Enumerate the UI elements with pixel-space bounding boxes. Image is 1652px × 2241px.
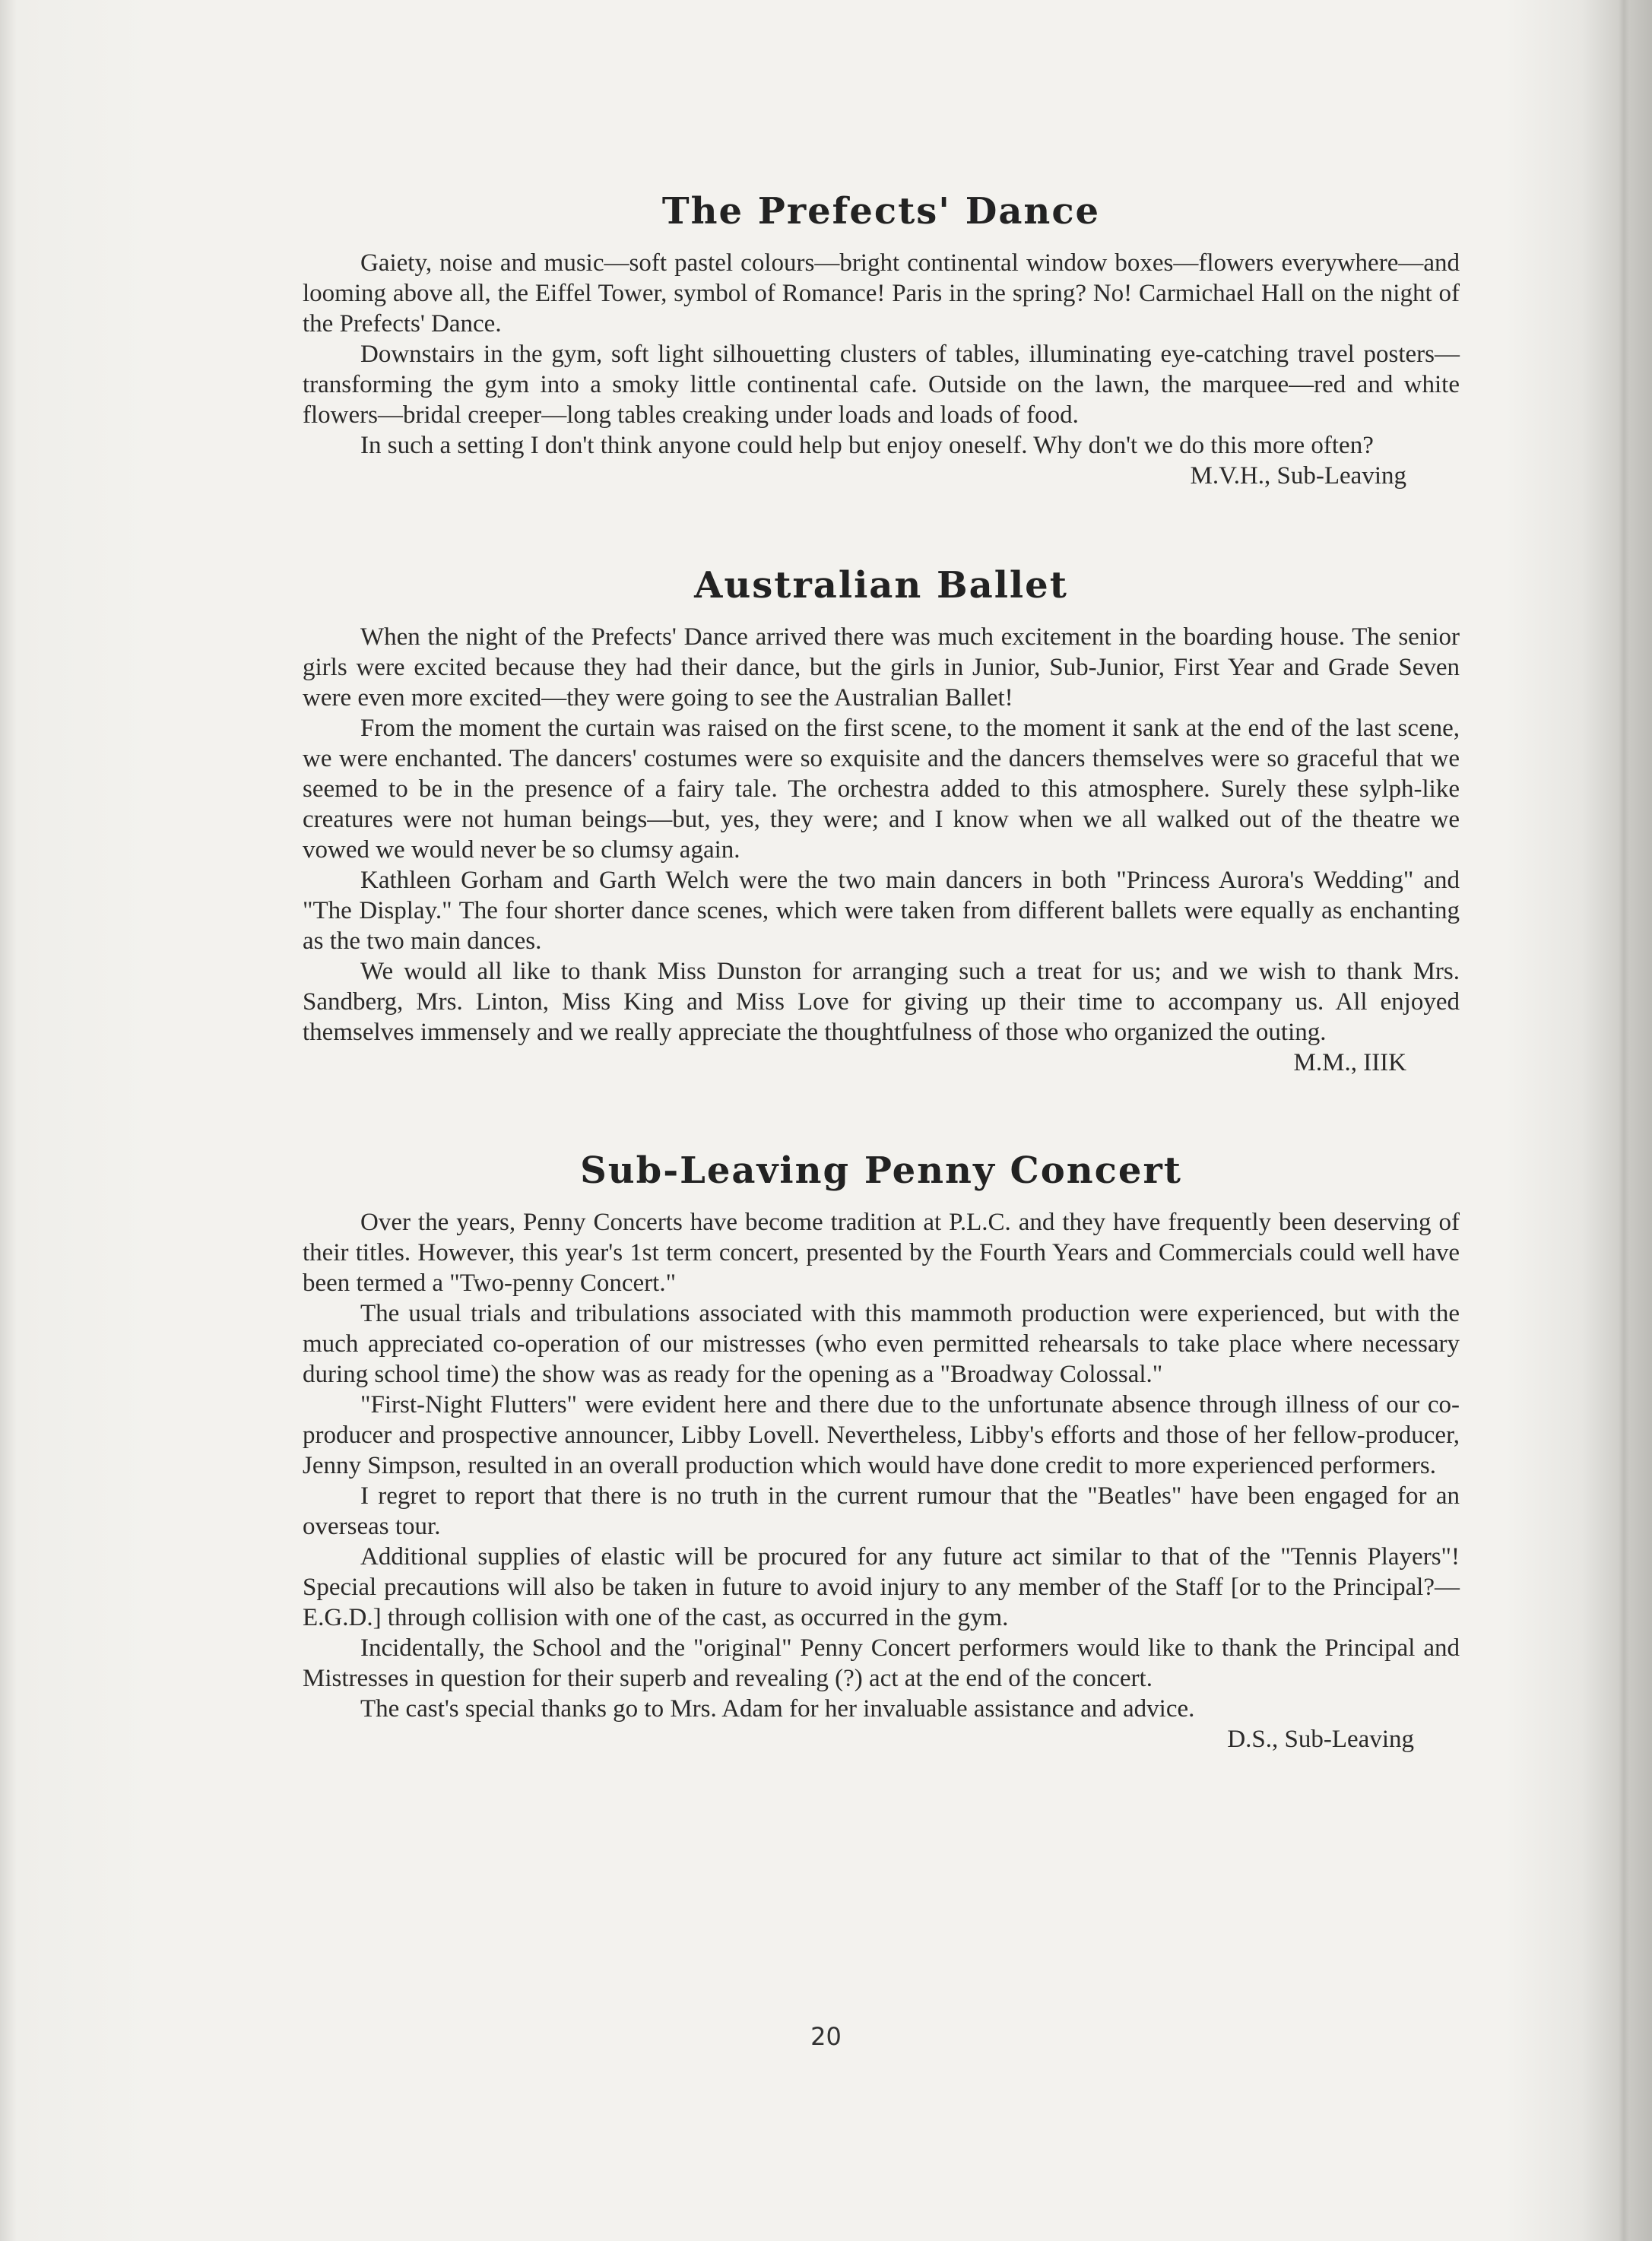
- article-paragraph: Kathleen Gorham and Garth Welch were the two main dancers in both "Princess Aurora's Wedding" and "The Display." The four shorter dance scenes, which were taken from different ballets were equally as enchanting as the two main dances.: [303, 867, 1460, 955]
- article-penny-concert: [303, 1149, 1460, 1754]
- article-signature: D.S., Sub-Leaving: [1227, 1726, 1414, 1753]
- page-fold-shadow: [1619, 0, 1629, 2241]
- article-paragraph: When the night of the Prefects' Dance arrived there was much excitement in the boarding house. The senior girls were excited because they had their dance, but the girls in Junior, Sub-Junior, First Year and Grade Seven were even more excited—they were going to see the Australian Ballet!: [303, 623, 1460, 712]
- article-paragraph: Incidentally, the School and the "original" Penny Concert performers would like to thank the Principal and Mistresses in question for their superb and revealing (?) act at the end of the concert.: [303, 1634, 1460, 1692]
- article-title: Australian Ballet: [694, 564, 1068, 607]
- article-paragraph: Downstairs in the gym, soft light silhouetting clusters of tables, illuminating eye-catching travel posters—transforming the gym into a smoky little continental cafe. Outside on the lawn, the marquee—red and white flowers—bridal creeper—long tables creaking under loads and loads of food.: [303, 341, 1460, 429]
- article-prefects-dance: [303, 190, 1460, 491]
- article-paragraph: In such a setting I don't think anyone could help but enjoy oneself. Why don't we do this more often?: [360, 432, 1374, 459]
- article-paragraph: Gaiety, noise and music—soft pastel colours—bright continental window boxes—flowers everywhere—and looming above all, the Eiffel Tower, symbol of Romance! Paris in the spring? No! Carmichael Hall on the night of the Prefects' Dance.: [303, 249, 1460, 338]
- page-number: 20: [810, 2022, 842, 2051]
- article-paragraph: Additional supplies of elastic will be procured for any future act similar to that of the "Tennis Players"! Special precautions will also be taken in future to avoid injury to any member of the Staff [or to the Principal?—E.G.D.] through collision with one of the cast, as occurred in the gym.: [303, 1543, 1460, 1631]
- article-signature: M.M., IIIK: [1293, 1049, 1406, 1076]
- article-paragraph: We would all like to thank Miss Dunston for arranging such a treat for us; and we wish to thank Mrs. Sandberg, Mrs. Linton, Miss King and Miss Love for giving up their time to accompany us. All enjoyed themselves immensely and we really appreciate the thoughtfulness of those who organized the outing.: [303, 958, 1460, 1046]
- article-signature: M.V.H., Sub-Leaving: [1190, 462, 1406, 490]
- article-title: The Prefects' Dance: [661, 190, 1101, 233]
- section-spacer: [303, 1078, 1460, 1149]
- article-paragraph: From the moment the curtain was raised on the first scene, to the moment it sank at the end of the last scene, we were enchanted. The dancers' costumes were so exquisite and the dancers themselves were so graceful that we seemed to be in the presence of a fairy tale. The orchestra added to this atmosphere. Surely these sylph-like creatures were not human beings—but, yes, they were; and I know when we all walked out of the theatre we vowed we would never be so clumsy again.: [303, 715, 1460, 864]
- article-paragraph: The cast's special thanks go to Mrs. Adam for her invaluable assistance and advice.: [360, 1695, 1195, 1723]
- section-spacer: [303, 491, 1460, 564]
- text-column: [303, 190, 1460, 1754]
- article-paragraph: "First-Night Flutters" were evident here and there due to the unfortunate absence through illness of our co-producer and prospective announcer, Libby Lovell. Nevertheless, Libby's efforts and those of her fellow-producer, Jenny Simpson, resulted in an overall production which would have done credit to more experienced performers.: [303, 1391, 1460, 1479]
- article-paragraph: I regret to report that there is no truth in the current rumour that the "Beatles" have been engaged for an overseas tour.: [303, 1482, 1460, 1540]
- article-paragraph: Over the years, Penny Concerts have become tradition at P.L.C. and they have frequently been deserving of their titles. However, this year's 1st term concert, presented by the Fourth Years and Commercials could well have been termed a "Two-penny Concert.": [303, 1209, 1460, 1297]
- article-australian-ballet: [303, 564, 1460, 1078]
- article-paragraph: The usual trials and tribulations associated with this mammoth production were experienced, but with the much appreciated co-operation of our mistresses (who even permitted rehearsals to take place where necessary during school time) the show was as ready for the opening as a "Broadway Colossal.": [303, 1300, 1460, 1388]
- article-title: Sub-Leaving Penny Concert: [580, 1149, 1182, 1192]
